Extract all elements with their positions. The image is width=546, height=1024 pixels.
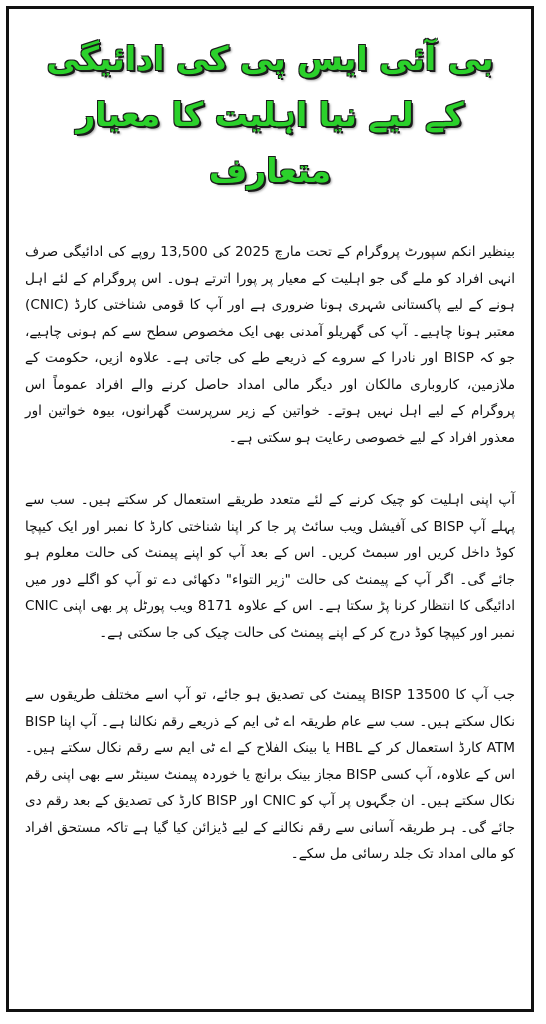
- article-title: [23, 31, 517, 199]
- title-line-1: بی آئی ایس پی کی ادائیگی: [46, 39, 494, 78]
- article-body: [25, 239, 515, 868]
- paragraph-eligibility: بینظیر انکم سپورٹ پروگرام کے تحت مارچ 2025 کی 13,500 روپے کی ادائیگی صرف انہی افراد کو ملے گی جو اہلیت کے معیار پر پورا اترتے ہوں۔ اس پروگرام کے لئے اہل ہونے کے لیے پاکستانی شہری ہونا ضروری ہے اور آپ کا قومی شناختی کارڈ (CNIC) معتبر ہونا چاہیے۔ آپ کی گھریلو آمدنی بھی ایک مخصوص سطح سے کم ہونی چاہیے، جو کہ BISP اور نادرا کے سروے کے ذریعے طے کی جاتی ہے۔ علاوہ ازیں، حکومت کے ملازمین، کاروباری مالکان اور دیگر مالی امداد حاصل کرنے والے افراد عموماً اس پروگرام کے لیے اہل نہیں ہوتے۔ خواتین کے زیر سرپرست گھرانوں، بیوہ خواتین اور معذور افراد کے لیے خصوصی رعایت ہو سکتی ہے۔: [25, 244, 515, 446]
- title-line-2: کے لیے نیا اہلیت کا معیار: [76, 95, 464, 134]
- paragraph-check-status: آپ اپنی اہلیت کو چیک کرنے کے لئے متعدد طریقے استعمال کر سکتے ہیں۔ سب سے پہلے آپ BISP کی آفیشل ویب سائٹ پر جا کر اپنا شناختی کارڈ کا نمبر اور ایک کیپچا کوڈ داخل کریں اور سبمٹ کریں۔ اس کے بعد آپ کو اپنے پیمنٹ کی حالت معلوم ہو جائے گی۔ اگر آپ کے پیمنٹ کی حالت "زیر التواء" دکھائی دے تو آپ کو اگلے دور میں ادائیگی کا انتظار کرنا پڑ سکتا ہے۔ اس کے علاوہ 8171 ویب پورٹل پر بھی اپنی CNIC نمبر اور کیپچا کوڈ درج کر کے اپنے پیمنٹ کی حالت چیک کی جا سکتی ہے۔: [25, 492, 516, 641]
- title-line-3: متعارف: [208, 151, 332, 190]
- article-frame: [6, 6, 534, 1012]
- paragraph-withdrawal: جب آپ کا BISP 13500 پیمنٹ کی تصدیق ہو جائے، تو آپ اسے مختلف طریقوں سے نکال سکتے ہیں۔ سب سے عام طریقہ اے ٹی ایم کے ذریعے رقم نکالنا ہے۔ آپ اپنا BISP ATM کارڈ استعمال کر کے HBL یا بینک الفلاح کے اے ٹی ایم سے رقم نکال سکتے ہیں۔ اس کے علاوہ، آپ کسی BISP مجاز بینک برانچ یا خوردہ پیمنٹ سینٹر سے بھی اپنی رقم نکال سکتے ہیں۔ ان جگہوں پر آپ کو CNIC اور BISP کارڈ کی تصدیق کے بعد رقم دی جائے گی۔ ہر طریقہ آسانی سے رقم نکالنے کے لیے ڈیزائن کیا گیا ہے تاکہ مستحق افراد کو مالی امداد تک جلد رسائی مل سکے۔: [25, 687, 516, 862]
